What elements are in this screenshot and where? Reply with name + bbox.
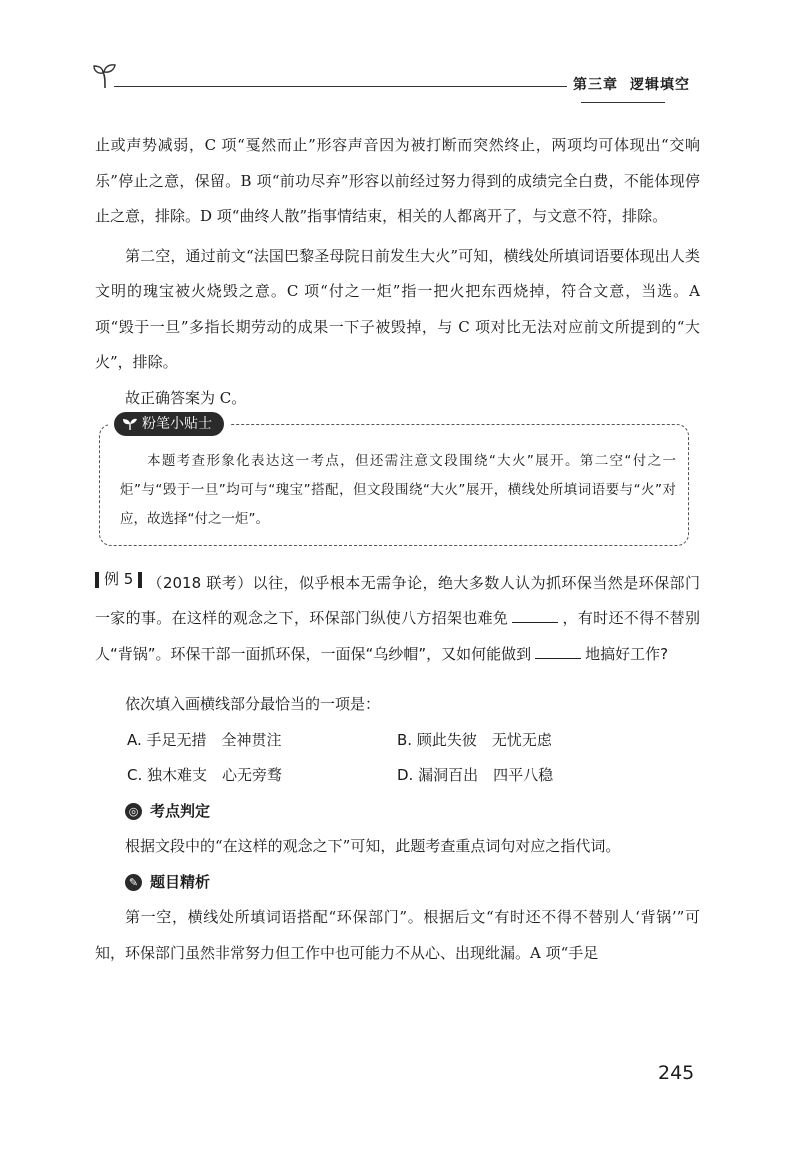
example-source: （2018 联考） [147,573,253,592]
analysis-heading: ✎ 题目精析 [95,865,700,901]
paragraph-2: 第二空，通过前文“法国巴黎圣母院日前发生大火”可知，横线处所填词语要体现出人类文明的瑰宝被火烧毁之意。C 项“付之一炬”指一把火把东西烧掉，符合文意，当选。A 项“毁于一旦”多指长期劳动的成果一下子被毁掉，与 C 项对比无法对应前文所提到的“大火”，排除。 [95,246,700,371]
header-rule [114,86,629,87]
example-text-c: 地搞好工作? [585,644,669,663]
example-text-b: ，有时还不得不替别人“背锅”。环保干部一面抓环保，一面保“乌纱帽”，又如何能做到 [95,609,700,663]
judge-heading: ◎ 考点判定 [95,794,700,830]
sprout-icon [122,417,138,431]
tip-box [99,416,689,546]
analysis-text: 第一空，横线处所填词语搭配“环保部门”。根据后文“有时还不得不替别人‘背锅’”可知，环保部门虽然非常努力但工作中也可能力不从心、出现纰漏。A 项“手足 [95,908,700,962]
chapter-title: 第三章 逻辑填空 [567,74,702,110]
example-label: 例 5 [95,562,142,598]
page-header [92,62,702,102]
answer-blank-2 [535,644,581,659]
example-question [95,562,700,672]
target-icon: ◎ [125,803,142,820]
option-a: A. 手足无措 全神贯注 [127,730,282,749]
option-c: C. 独木难支 心无旁骛 [127,766,283,785]
tip-title: 粉笔小贴士 [142,416,212,432]
answer-blank-1 [512,608,558,623]
analysis-icon: ✎ [125,874,142,891]
example-text-a: 以往，似乎根本无需争论，绝大多数人认为抓环保当然是环保部门一家的事。在这样的观念之下，环保部门纵使八方招架也难免 [95,573,700,628]
paragraph-1: 止或声势减弱，C 项“戛然而止”形容声音因为被打断而突然终止，两项均可体现出“交响乐”停止之意，保留。B 项“前功尽弃”形容以前经过努力得到的成绩完全白费，不能体现停止之意，排除。D 项“曲终人散”指事情结束，相关的人都离开了，与文意不符，排除。 [95,136,700,225]
option-d: D. 漏洞百出 四平八稳 [397,766,554,785]
tip-tag [114,412,224,436]
page-number: 245 [658,1062,695,1084]
paragraph-3: 故正确答案为 C。 [125,388,247,407]
tip-body: 本题考查形象化表达这一考点，但还需注意文段围绕“大火”展开。第二空“付之一炬”与“毁于一旦”均可与“瑰宝”搭配，但文段围绕“大火”展开，横线处所填词语要与“火”对应，故选择“付之一炬”。 [120,453,676,527]
example-instruction: 依次填入画横线部分最恰当的一项是： [125,695,381,714]
bar-icon [95,572,99,588]
bar-icon [138,572,142,588]
options-list [95,723,700,794]
option-b: B. 顾此失彼 无忧无虑 [397,730,552,749]
page-content [95,128,700,971]
judge-text: 根据文段中的“在这样的观念之下”可知，此题考查重点词句对应之指代词。 [125,837,621,856]
